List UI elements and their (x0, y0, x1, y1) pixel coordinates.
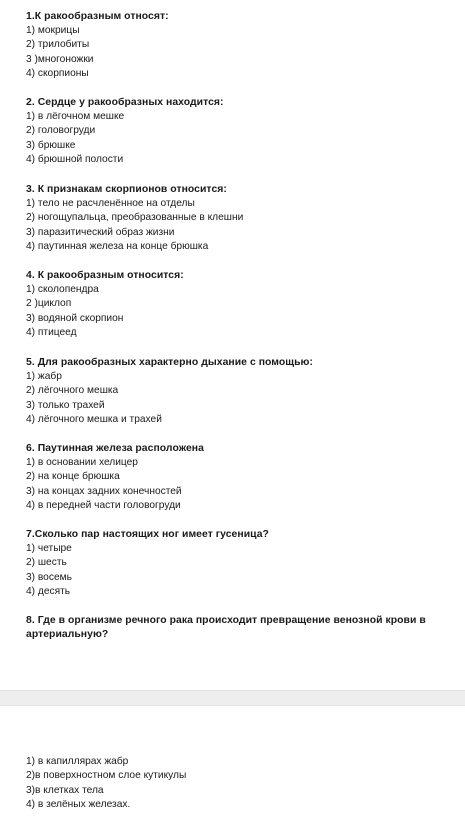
answer-option: 4) паутинная железа на конце брюшка (26, 241, 209, 253)
question-8-options (26, 755, 458, 813)
answer-option: 2) ногощупальца, преобразованные в клешни (26, 212, 244, 224)
question-title: 4. К ракообразным относится: (26, 270, 184, 281)
question-title: 3. К признакам скорпионов относится: (26, 184, 227, 195)
answer-option: 2) шесть (26, 557, 67, 569)
answer-option: 3)в клетках тела (26, 784, 104, 796)
question-1 (26, 10, 458, 82)
answer-option: 4) лёгочного мешка и трахей (26, 414, 162, 426)
answer-option: 1) тело не расчленённое на отделы (26, 198, 195, 209)
answer-option: 3) восемь (26, 571, 72, 583)
question-3 (26, 183, 458, 255)
question-title: 6. Паутинная железа расположена (26, 443, 204, 454)
answer-option: 2) на конце брюшка (26, 471, 120, 483)
answer-option: 3) водяной скорпион (26, 312, 124, 324)
question-title: 1.К ракообразным относят: (26, 11, 169, 22)
question-8 (26, 614, 446, 642)
question-7 (26, 528, 458, 600)
question-6 (26, 442, 458, 514)
answer-option: 1) мокрицы (26, 25, 80, 36)
answer-option: 2) лёгочного мешка (26, 385, 119, 397)
answer-option: 1) в лёгочном мешке (26, 111, 125, 122)
question-title: 2. Сердце у ракообразных находится: (26, 97, 224, 108)
answer-option: 2 )циклоп (26, 298, 72, 310)
question-4 (26, 269, 458, 341)
answer-option: 2) трилобиты (26, 39, 90, 51)
answer-option: 1) в капиллярах жабр (26, 756, 129, 767)
answer-option: 2)в поверхностном слое кутикулы (26, 770, 187, 782)
answer-option: 4) птицеед (26, 327, 77, 339)
section-divider (0, 690, 465, 706)
question-2 (26, 96, 458, 168)
answer-option: 4) брюшной полости (26, 154, 124, 166)
question-title: 8. Где в организме речного рака происходит превращение венозной крови в артериальную? (26, 615, 426, 640)
answer-option: 1) в основании хелицер (26, 457, 138, 468)
question-title: 7.Сколько пар настоящих ног имеет гусеница? (26, 529, 269, 540)
answer-option: 3) паразитический образ жизни (26, 226, 175, 238)
question-title: 5. Для ракообразных характерно дыхание с помощью: (26, 357, 313, 368)
answer-option: 1) четыре (26, 543, 72, 554)
question-5 (26, 356, 458, 428)
answer-option: 4) десять (26, 586, 71, 598)
answer-option: 2) головогруди (26, 125, 96, 137)
answer-option: 3) на концах задних конечностей (26, 485, 182, 497)
answer-option: 3) только трахей (26, 399, 105, 411)
answer-option: 4) в передней части головогруди (26, 500, 181, 512)
answer-option: 1) сколопендра (26, 284, 99, 295)
answer-option: 4) скорпионы (26, 68, 89, 80)
answer-option: 1) жабр (26, 371, 62, 382)
answer-option: 4) в зелёных железах. (26, 799, 131, 811)
answer-option: 3) брюшке (26, 139, 76, 151)
answer-option: 3 )многоножки (26, 53, 94, 65)
